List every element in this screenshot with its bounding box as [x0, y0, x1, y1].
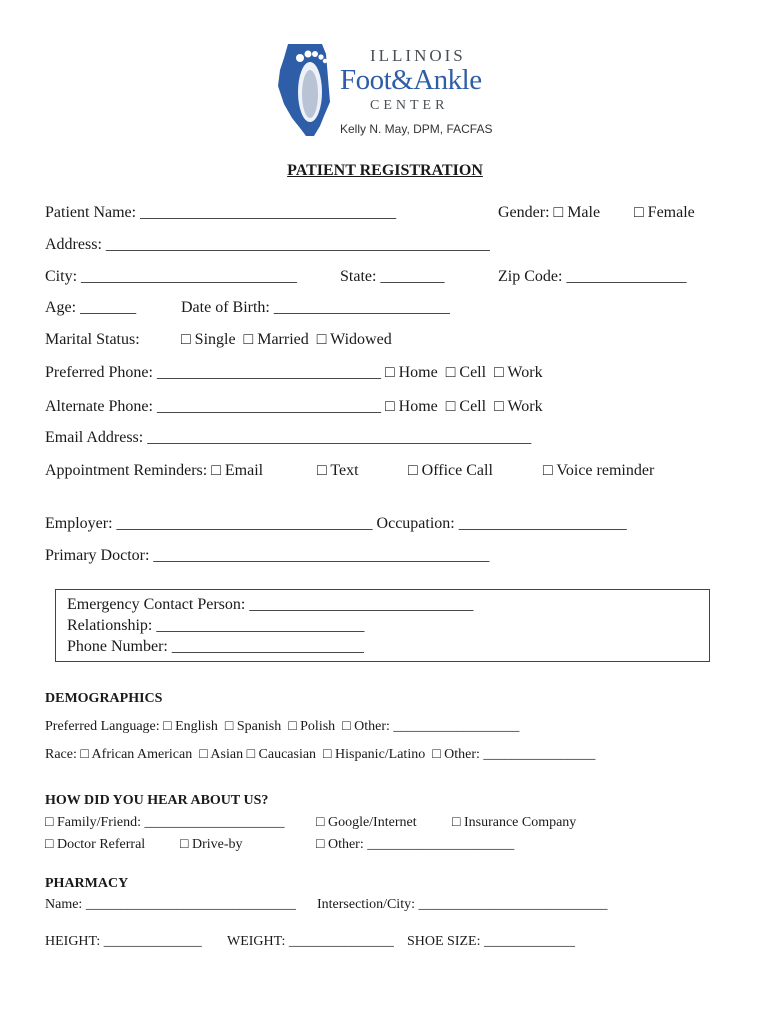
alternate-phone-field[interactable]: Alternate Phone: ____________________________ □ Home □ Cell □ Work — [45, 398, 543, 415]
marital-status-options[interactable]: □ Single □ Married □ Widowed — [181, 331, 392, 348]
pharmacy-name-field[interactable]: Name: ______________________________ — [45, 897, 296, 912]
hear-drive-by-checkbox[interactable]: □ Drive-by — [180, 837, 243, 852]
state-field[interactable]: State: ________ — [340, 268, 445, 285]
race-field[interactable]: Race: □ African American □ Asian □ Caucasian □ Hispanic/Latino □ Other: ________________ — [45, 747, 596, 762]
reminder-email-checkbox[interactable]: Appointment Reminders: □ Email — [45, 462, 264, 479]
height-field[interactable]: HEIGHT: ______________ — [45, 934, 202, 949]
logo-doctor-text: Kelly N. May, DPM, FACFAS — [340, 122, 493, 136]
hear-google-checkbox[interactable]: □ Google/Internet — [316, 815, 417, 830]
primary-doctor-field[interactable]: Primary Doctor: __________________________________________ — [45, 547, 490, 564]
pharmacy-heading: PHARMACY — [45, 876, 129, 891]
page-title: PATIENT REGISTRATION — [287, 162, 483, 179]
zip-field[interactable]: Zip Code: _______________ — [498, 268, 687, 285]
hear-insurance-checkbox[interactable]: □ Insurance Company — [452, 815, 577, 830]
hear-other-field[interactable]: □ Other: _____________________ — [316, 837, 515, 852]
dob-field[interactable]: Date of Birth: ______________________ — [181, 299, 450, 316]
logo-foot-ankle-text: Foot&Ankle — [340, 64, 482, 96]
emergency-contact-field[interactable]: Emergency Contact Person: ____________________________ — [67, 596, 474, 613]
preferred-language-field[interactable]: Preferred Language: □ English □ Spanish □ Polish □ Other: __________________ — [45, 719, 520, 734]
age-field[interactable]: Age: _______ — [45, 299, 137, 316]
logo-center-text: CENTER — [370, 98, 449, 113]
reminder-office-call-checkbox[interactable]: □ Office Call — [408, 462, 493, 479]
gender-female-checkbox[interactable]: □ Female — [634, 204, 695, 221]
address-field[interactable]: Address: ________________________________________________ — [45, 236, 490, 253]
illinois-foot-logo-icon — [270, 40, 340, 140]
emergency-phone-field[interactable]: Phone Number: ________________________ — [67, 638, 364, 655]
city-field[interactable]: City: ___________________________ — [45, 268, 298, 285]
hear-family-friend-field[interactable]: □ Family/Friend: ____________________ — [45, 815, 285, 830]
logo-illinois-text: ILLINOIS — [370, 46, 466, 65]
weight-field[interactable]: WEIGHT: _______________ — [227, 934, 394, 949]
reminder-text-checkbox[interactable]: □ Text — [317, 462, 359, 479]
hear-doctor-referral-checkbox[interactable]: □ Doctor Referral — [45, 837, 146, 852]
emergency-relationship-field[interactable]: Relationship: __________________________ — [67, 617, 365, 634]
employer-occupation-field[interactable]: Employer: ________________________________ Occupation: _____________________ — [45, 515, 627, 532]
email-field[interactable]: Email Address: ________________________________________________ — [45, 429, 532, 446]
marital-status-label: Marital Status: — [45, 331, 140, 348]
patient-name-field[interactable]: Patient Name: ________________________________ — [45, 204, 397, 221]
gender-male-checkbox[interactable]: Gender: □ Male — [498, 204, 601, 221]
clinic-logo — [270, 40, 510, 145]
pharmacy-intersection-field[interactable]: Intersection/City: ___________________________ — [317, 897, 608, 912]
demographics-heading: DEMOGRAPHICS — [45, 691, 163, 706]
hear-about-us-heading: HOW DID YOU HEAR ABOUT US? — [45, 793, 269, 808]
shoe-size-field[interactable]: SHOE SIZE: _____________ — [407, 934, 575, 949]
preferred-phone-field[interactable]: Preferred Phone: ____________________________ □ Home □ Cell □ Work — [45, 364, 543, 381]
reminder-voice-checkbox[interactable]: □ Voice reminder — [543, 462, 655, 479]
